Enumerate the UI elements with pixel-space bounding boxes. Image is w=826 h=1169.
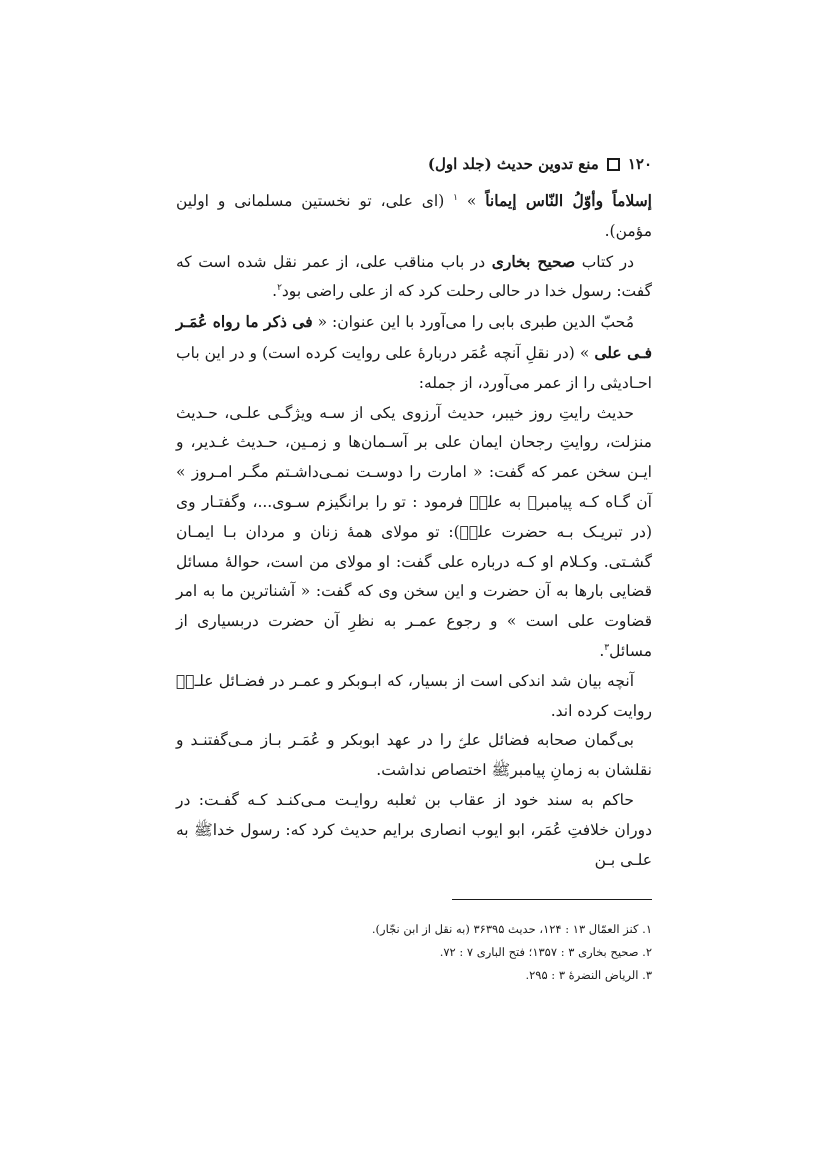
footnote-ref-2[interactable]: ۲ [277,283,282,294]
footnotes [176,918,652,987]
paragraph-2 [176,247,652,308]
square-ornament-icon [607,158,620,171]
text-run: » (در نقلِ آنچه عُمَر دربارهٔ علی روایت کرده است) و در این باب احـادیثی را از عمر می‌آورد، از جمله: [176,343,652,392]
running-head [176,150,652,178]
footnote-ref-3[interactable]: ۳ [604,642,610,653]
book-name: صحیح بخاری [491,251,576,271]
body-text [176,186,652,875]
footnote-3: ۳. الریاض النضرهٔ ۳ : ۲۹۵. [525,968,652,983]
footnote-divider [452,899,652,900]
paragraph-5: آنچه بیان شد اندکی است از بسیار، که ابـوبکر و عمـر در فضـائل علـیؑ روایت کرده اند. [176,671,652,720]
text-run: در باب مناقب علی، از عمر نقل شده است که گفت: رسول خدا در حالی رحلت کرد که از علی راضی بود [176,252,652,301]
paragraph-4 [176,399,652,667]
text-run: . [599,641,605,660]
paragraph-6: بی‌گمان صحابه فضائل علیؑ را در عهد ابوبکر و عُمَـر بـاز مـی‌گفتنـد و نقلشان به زمانِ پیامبرﷺ اختصاص نداشت. [176,731,652,780]
paragraph-7: حاکم به سند خود از عقاب بن ثعلبه روایـت مـی‌کنـد کـه گفـت: در دوران خلافتِ عُمَر، ابو ایوب انصاری برایم حدیث کرد که: رسول خداﷺ به علـی بـن [176,790,652,869]
arabic-quote: إسلاماً وأوّلُ النّاس إيماناً [485,191,652,210]
footnote-2: ۲. صحیح بخاری ۳ : ۱۳۵۷؛ فتح الباری ۷ : ۷۲. [439,945,652,960]
text-run: در کتاب [575,252,634,271]
text-run: . [272,282,278,301]
quote-close: » [457,192,486,210]
paragraph-3 [176,307,652,398]
page [176,150,652,987]
book-title: منع تدوین حدیث (جلد اول) [427,155,599,173]
text-run: مُحبّ الدین طبری بابی را می‌آورد با این عنوان: « [312,313,634,332]
chapter-title: فی ذکر ما رواه عُمَـر فـی علی [176,312,652,362]
paragraph-1 [176,186,652,247]
translation: (ای علی، تو نخستین مسلمانی و اولین مؤمن). [176,192,652,240]
page-number: ۱۲۰ [627,155,652,173]
footnote-ref-1[interactable]: ۱ [453,192,458,203]
text-run: حدیث رایتِ روز خیبر، حدیث آرزوی یکی از سـه ویژگـی علـی، حـدیث منزلت، روایتِ رجحان ایمان علی بر آسـمان‌ها و زمـین، حـدیث غـدیر، و ایـن سخن عمر که گفت: « امارت را دوسـت نمـی‌داشـتم مگـر امـروز » آن گـاه کـه پیامبرﷺ به علیؑ فرمود : تو را برانگیزم سـوی...، وگفتـار وی (در تبریـک بـه حضرت علیؑ): تو مولای همهٔ زنان و مردان بـا ایمـان گشـتی. وکـلام او کـه درباره علی گفت: او مولای من است، حوالهٔ مسائل قضایی بارها به آن حضرت و این سخن وی که گفت: « آشناترین ما به امر قضاوت علی است » و رجوع عمـر به نظرِ آن حضرت دربسیاری از مسائل [176,403,652,660]
footnote-1: ۱. کنز العمّال ۱۳ : ۱۲۴، حدیث ۳۶۳۹۵ (به نقل از ابن نجّار). [371,922,652,937]
